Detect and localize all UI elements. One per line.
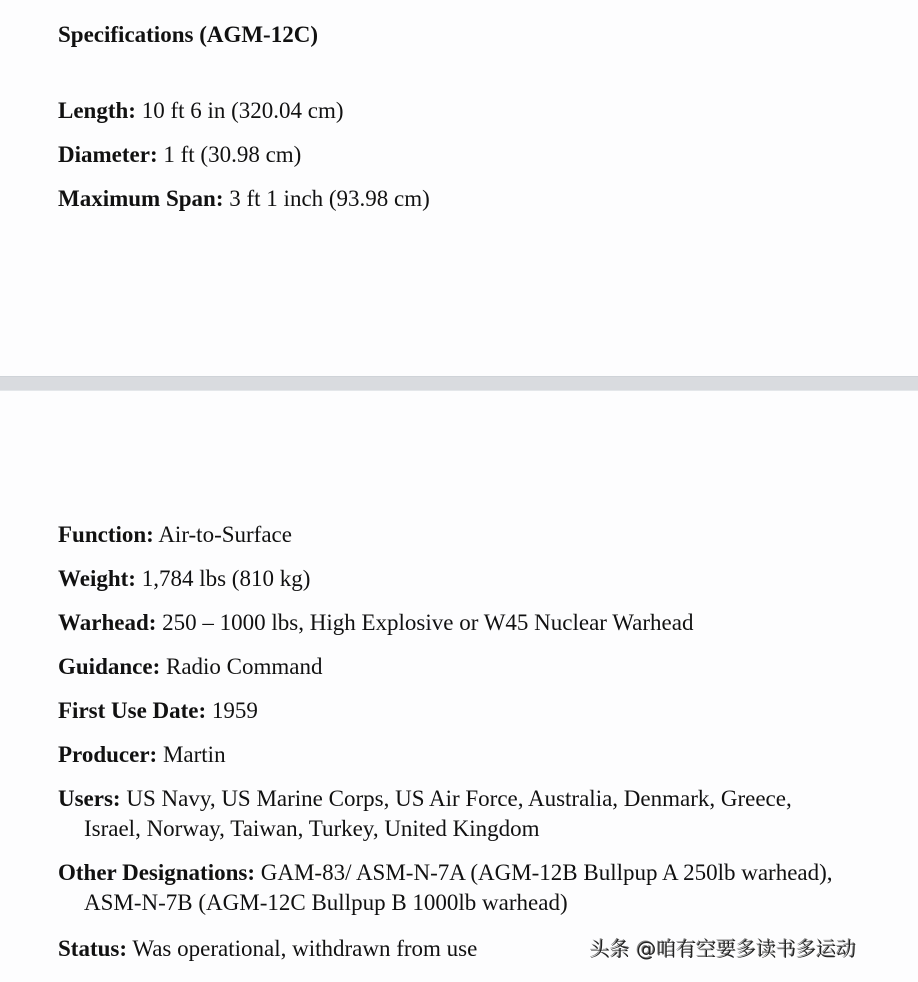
spec-value: 10 ft 6 in (320.04 cm) [135, 98, 344, 123]
spec-label: Weight: [58, 566, 136, 591]
spec-function [58, 520, 292, 550]
spec-value: Radio Command [160, 654, 323, 679]
spec-users [58, 784, 854, 844]
spec-label: Warhead: [58, 610, 157, 635]
spec-label: Length: [58, 98, 136, 123]
spec-value: Was operational, withdrawn from use [127, 936, 478, 961]
spec-label: First Use Date: [58, 698, 207, 723]
spec-warhead [58, 608, 693, 638]
spec-value: 1,784 lbs (810 kg) [135, 566, 311, 591]
spec-diameter [58, 140, 301, 170]
watermark-text: 头条 @咱有空要多读书多运动 [590, 937, 857, 961]
spec-maximum-span [58, 184, 430, 214]
spec-length [58, 96, 344, 126]
spec-label: Guidance: [58, 654, 161, 679]
spec-label: Other Designations: [58, 860, 255, 885]
spec-label: Diameter: [58, 142, 158, 167]
spec-status [58, 934, 477, 964]
spec-producer [58, 740, 226, 770]
spec-value: 3 ft 1 inch (93.98 cm) [223, 186, 430, 211]
spec-label: Producer: [58, 742, 158, 767]
spec-value: Martin [157, 742, 226, 767]
spec-value: 1 ft (30.98 cm) [157, 142, 302, 167]
spec-value: US Navy, US Marine Corps, US Air Force, Australia, Denmark, Greece, Israel, Norway, Taiwan, Turkey, United Kingdom [84, 786, 792, 841]
spec-weight [58, 564, 310, 594]
spec-label: Maximum Span: [58, 186, 224, 211]
specifications-heading: Specifications (AGM-12C) [58, 22, 318, 47]
spec-value: 1959 [206, 698, 258, 723]
spec-label: Function: [58, 522, 154, 547]
page-divider [0, 376, 918, 391]
spec-value: GAM-83/ ASM-N-7A (AGM-12B Bullpup A 250lb warhead), ASM-N-7B (AGM-12C Bullpup B 1000lb warhead) [84, 860, 833, 915]
spec-value: 250 – 1000 lbs, High Explosive or W45 Nuclear Warhead [156, 610, 694, 635]
spec-first-use-date [58, 696, 258, 726]
spec-other-designations [58, 858, 884, 918]
spec-guidance [58, 652, 323, 682]
document-page-1 [0, 0, 918, 376]
spec-label: Users: [58, 786, 121, 811]
spec-label: Status: [58, 936, 128, 961]
spec-value: Air-to-Surface [153, 522, 292, 547]
